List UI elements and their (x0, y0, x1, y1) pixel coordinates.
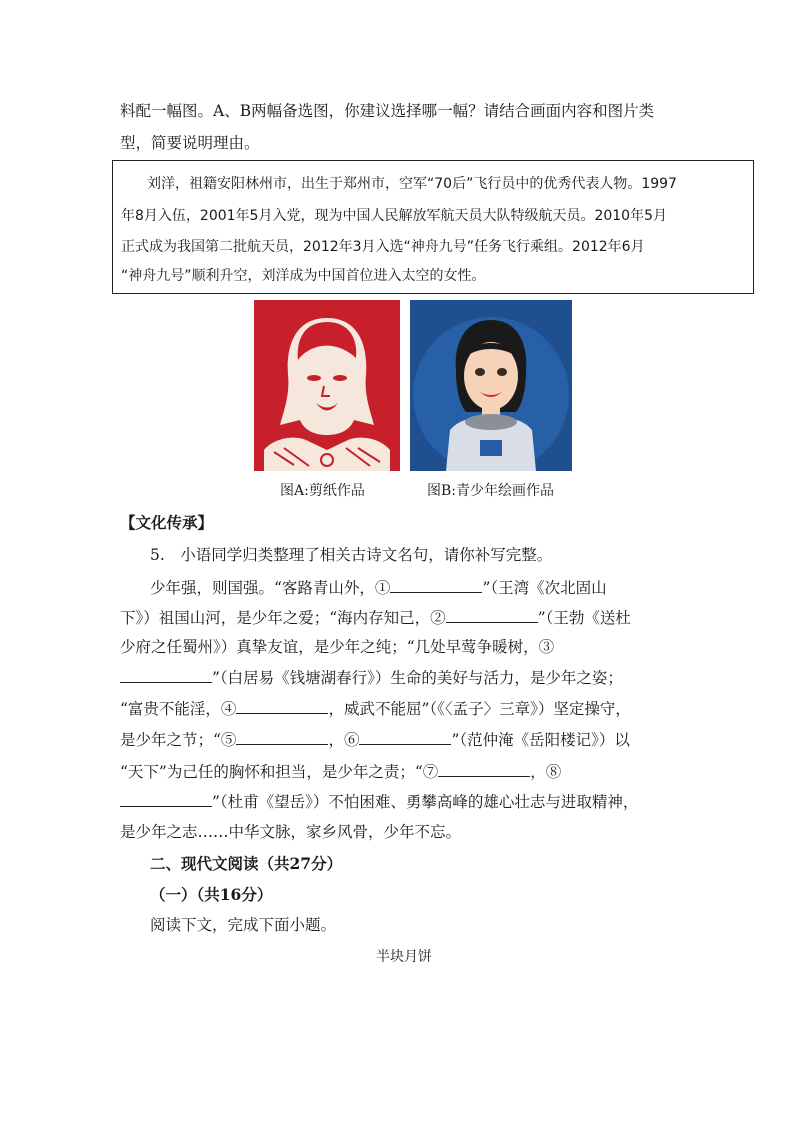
question-5: 5. 小语同学归类整理了相关古诗文名句，请你补写完整。 (150, 546, 553, 564)
text-segment: 是少年之节；“⑤ (120, 731, 237, 749)
blank-2[interactable] (446, 606, 538, 623)
text-segment: ，⑥ (328, 731, 360, 749)
culture-para-line-8 (120, 790, 638, 813)
blank-7[interactable] (438, 760, 530, 777)
culture-para-line-7 (120, 760, 561, 783)
bio-line-2: 年8月入伍，2001年5月入党，现为中国人民解放军航天员大队特级航天员。2010年5月 (121, 208, 667, 224)
blank-6[interactable] (359, 728, 451, 745)
text-segment: ，⑧ (530, 763, 562, 781)
bio-line-3: 正式成为我国第二批航天员，2012年3月入选“神舟九号”任务飞行乘组。2012年6月 (121, 239, 645, 255)
modern-reading-heading: 二、现代文阅读（共27分） (150, 854, 343, 873)
text-segment: “天下”为己任的胸怀和担当，是少年之责；“⑦ (120, 763, 439, 781)
culture-para-line-6 (120, 728, 630, 751)
culture-para-line-3: 少府之任蜀州》）真挚友谊，是少年之纯；“几处早莺争暖树，③ (120, 638, 555, 656)
reading-instruction: 阅读下文，完成下面小题。 (150, 916, 337, 934)
figure-b-drawing (410, 300, 572, 471)
bio-text-box (112, 160, 754, 294)
question-intro-line-1: 料配一幅图。A、B两幅备选图，你建议选择哪一幅？请结合画面内容和图片类 (120, 102, 655, 120)
culture-para-line-1 (150, 576, 607, 599)
text-segment: ”（白居易《钱塘湖春行》）生命的美好与活力，是少年之姿； (212, 669, 623, 687)
figure-a-papercut (254, 300, 400, 471)
figure-a-caption: 图A:剪纸作品 (280, 483, 365, 499)
text-segment: ”（王勃《送杜 (537, 609, 631, 627)
question-intro-line-2: 型，简要说明理由。 (120, 134, 260, 152)
bio-line-1: 刘洋，祖籍安阳林州市，出生于郑州市，空军“70后”飞行员中的优秀代表人物。1997 (147, 176, 677, 192)
culture-para-line-9: 是少年之志……中华文脉，家乡风骨，少年不忘。 (120, 823, 462, 841)
article-title: 半块月饼 (376, 949, 432, 965)
culture-para-line-2 (120, 606, 631, 629)
text-segment: ”（杜甫《望岳》）不怕困难、勇攀高峰的雄心壮志与进取精神， (212, 793, 639, 811)
blank-5[interactable] (236, 728, 328, 745)
papercut-portrait-image (254, 300, 400, 471)
culture-para-line-4 (120, 666, 623, 689)
text-segment: ”（王湾《次北固山 (482, 579, 607, 597)
text-segment: ，威武不能屈”（《〈孟子〉三章》）坚定操守， (328, 700, 631, 718)
culture-para-line-5 (120, 697, 631, 720)
text-segment: ”（范仲淹《岳阳楼记》）以 (451, 731, 630, 749)
blank-3[interactable] (120, 666, 212, 683)
text-segment: 下》）祖国山河，是少年之爱；“海内存知己，② (120, 609, 446, 627)
bio-line-4: “神舟九号”顺利升空，刘洋成为中国首位进入太空的女性。 (121, 268, 486, 284)
blank-8[interactable] (120, 790, 212, 807)
modern-reading-subheading: （一）（共16分） (150, 885, 273, 904)
cartoon-portrait-image (410, 300, 572, 471)
culture-heading: 【文化传承】 (120, 513, 214, 532)
blank-4[interactable] (236, 697, 328, 714)
text-segment: “富贵不能淫，④ (120, 700, 237, 718)
blank-1[interactable] (390, 576, 482, 593)
figure-b-caption: 图B:青少年绘画作品 (427, 483, 555, 499)
text-segment: 少年强，则国强。“客路青山外，① (150, 579, 391, 597)
